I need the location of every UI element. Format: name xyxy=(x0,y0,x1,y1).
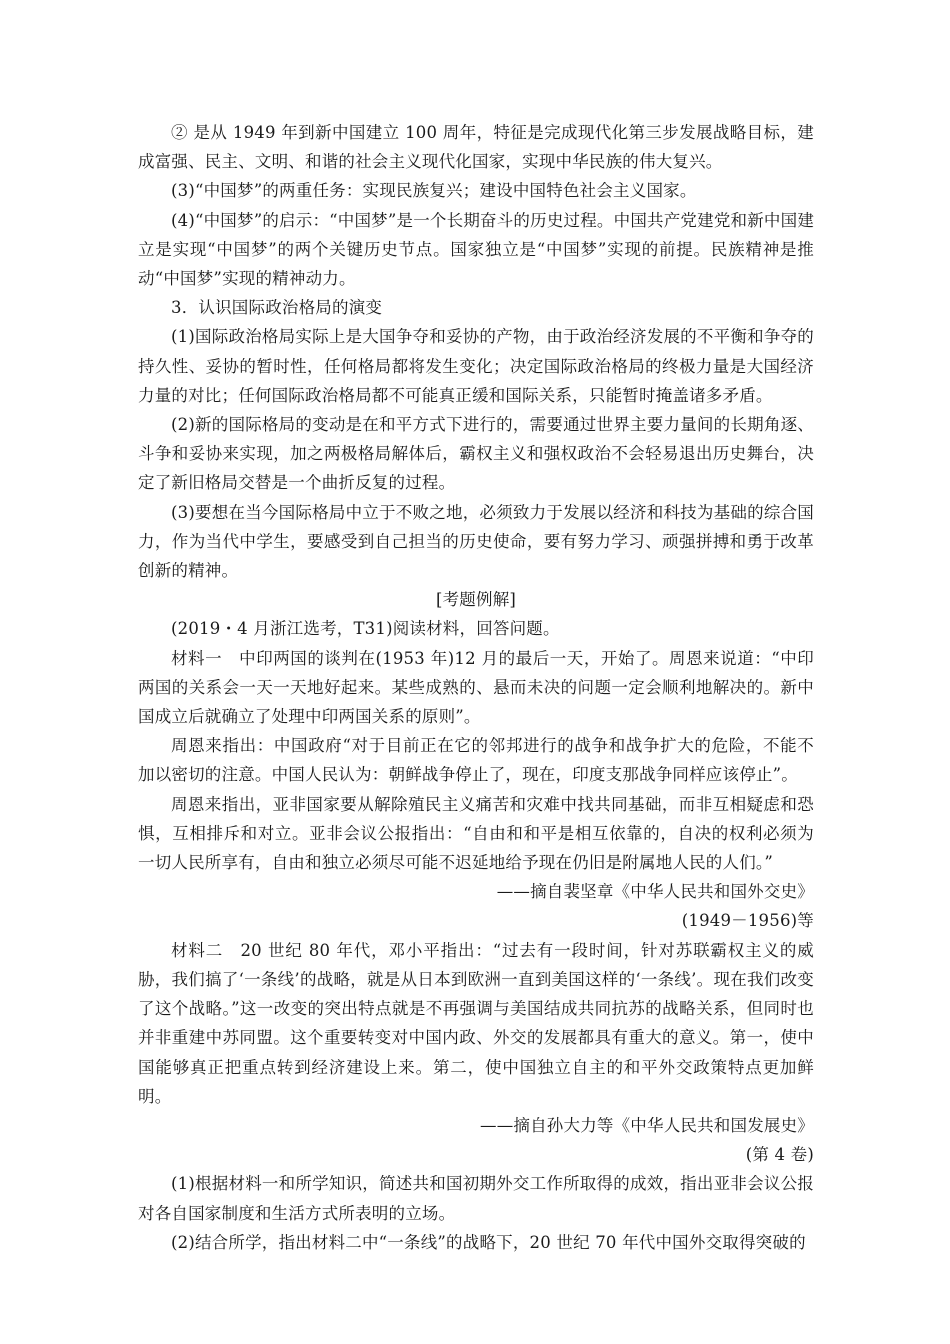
material-one-citation: ——摘自裴坚章《中华人民共和国外交史》 xyxy=(496,882,814,902)
material-one-paragraph-1: 材料一 中印两国的谈判在(1953 年)12 月的最后一天，开始了。周恩来说道：“中印两国的关系会一天一天地好起来。某些成熟的、悬而未决的问题一定会顺利地解决的。新中国成立后就确立了处理中印两国关系的原则”。 xyxy=(138,648,814,727)
material-two-paragraph: 材料二 20 世纪 80 年代，邓小平指出：“过去有一段时间，针对苏联霸权主义的威胁，我们搞了‘一条线’的战略，就是从日本到欧洲一直到美国这样的‘一条线’。现在我们改变了这个战略。”这一改变的突出特点就是不再强调与美国结成共同抗苏的战略关系，但同时也并非重建中苏同盟。这个重要转变对中国内政、外交的发展都具有重大的意义。第一，使中国能够真正把重点转到经济建设上来。第二，使中国独立自主的和平外交政策特点更加鲜明。 xyxy=(138,940,814,1106)
question-1: (1)根据材料一和所学知识，简述共和国初期外交工作所取得的成效，指出亚非会议公报对各自国家制度和生活方式所表明的立场。 xyxy=(138,1174,814,1223)
document-page xyxy=(138,118,814,1257)
question-2: (2)结合所学，指出材料二中“一条线”的战略下，20 世纪 70 年代中国外交取得突破的 xyxy=(171,1232,806,1252)
paragraph-pattern-2: (2)新的国际格局的变动是在和平方式下进行的，需要通过世界主要力量间的长期角逐、斗争和妥协来实现，加之两极格局解体后，霸权主义和强权政治不会轻易退出历史舞台，决定了新旧格局交替是一个曲折反复的过程。 xyxy=(138,415,814,493)
material-two-citation-volume: (第 4 卷) xyxy=(745,1145,814,1165)
question-source: (2019・4 月浙江选考，T31)阅读材料，回答问题。 xyxy=(171,619,560,639)
paragraph-pattern-1: (1)国际政治格局实际上是大国争夺和妥协的产物，由于政治经济发展的不平衡和争夺的持久性、妥协的暂时性，任何格局都将发生变化；决定国际政治格局的终极力量是大国经济力量的对比；任何国际政治格局都不可能真正缓和国际关系，只能暂时掩盖诸多矛盾。 xyxy=(138,327,814,405)
material-one-paragraph-3: 周恩来指出，亚非国家要从解除殖民主义痛苦和灾难中找共同基础，而非互相疑虑和恐惧，互相排斥和对立。亚非会议公报指出：“自由和和平是相互依靠的，自决的权利必须为一切人民所享有，自由和独立必须尽可能不迟延地给予现在仍旧是附属地人民的人们。” xyxy=(138,794,814,873)
paragraph-dream-inspiration: (4)“中国梦”的启示：“中国梦”是一个长期奋斗的历史过程。中国共产党建党和新中国建立是实现“中国梦”的两个关键历史节点。国家独立是“中国梦”实现的前提。民族精神是推动“中国梦”实现的精神动力。 xyxy=(138,210,815,289)
material-one-paragraph-2: 周恩来指出：中国政府“对于目前正在它的邻邦进行的战争和战争扩大的危险，不能不加以密切的注意。中国人民认为：朝鲜战争停止了，现在，印度支那战争同样应该停止”。 xyxy=(138,736,814,785)
exam-example-heading: [考题例解] xyxy=(435,590,517,610)
section-heading-international-pattern: 3．认识国际政治格局的演变 xyxy=(171,298,383,318)
paragraph-dream-stage-2: ② 是从 1949 年到新中国建立 100 周年，特征是完成现代化第三步发展战略目标，建成富强、民主、文明、和谐的社会主义现代化国家，实现中华民族的伟大复兴。 xyxy=(138,123,814,172)
material-two-citation: ——摘自孙大力等《中华人民共和国发展史》 xyxy=(480,1115,814,1135)
material-one-citation-years: (1949－1956)等 xyxy=(681,911,814,931)
paragraph-dream-tasks: (3)“中国梦”的两重任务：实现民族复兴；建设中国特色社会主义国家。 xyxy=(171,181,697,201)
paragraph-pattern-3: (3)要想在当今国际格局中立于不败之地，必须致力于发展以经济和科技为基础的综合国力，作为当代中学生，要感受到自己担当的历史使命，要有努力学习、顽强拼搏和勇于改革创新的精神。 xyxy=(138,502,814,581)
